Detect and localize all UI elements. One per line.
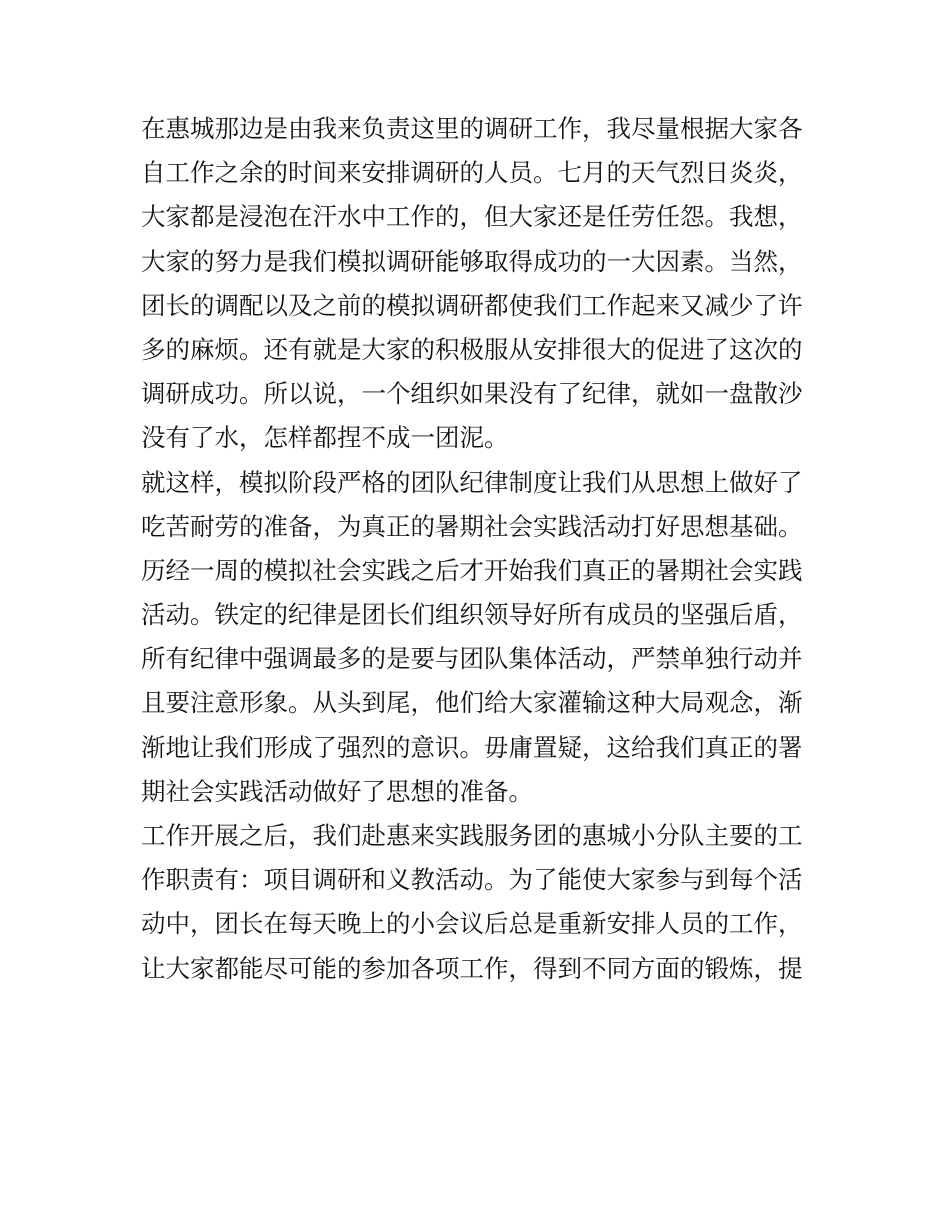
text-line: 大家都是浸泡在汗水中工作的，但大家还是任劳任怨。我想， — [141, 202, 803, 232]
paragraph — [141, 461, 821, 815]
text-line: 动中，团长在每天晚上的小会议后总是重新安排人员的工作， — [141, 909, 803, 939]
text-line: 且要注意形象。从头到尾，他们给大家灌输这种大局观念，渐 — [141, 688, 803, 718]
text-line: 没有了水，怎样都捏不成一团泥。 — [141, 423, 509, 453]
text-line: 所有纪律中强调最多的是要与团队集体活动，严禁单独行动并 — [141, 644, 803, 674]
body-text — [141, 107, 821, 991]
text-line: 期社会实践活动做好了思想的准备。 — [141, 776, 533, 806]
text-line: 渐地让我们形成了强烈的意识。毋庸置疑，这给我们真正的署 — [141, 732, 803, 762]
text-line: 团长的调配以及之前的模拟调研都使我们工作起来又减少了许 — [141, 290, 803, 320]
text-line: 让大家都能尽可能的参加各项工作，得到不同方面的锻炼，提 — [141, 953, 803, 983]
text-line: 作职责有：项目调研和义教活动。为了能使大家参与到每个活 — [141, 865, 803, 895]
paragraph — [141, 814, 821, 991]
text-line: 在惠城那边是由我来负责这里的调研工作，我尽量根据大家各 — [141, 114, 803, 143]
text-line: 大家的努力是我们模拟调研能够取得成功的一大因素。当然， — [141, 246, 803, 276]
text-line: 活动。铁定的纪律是团长们组织领导好所有成员的坚强后盾， — [141, 600, 803, 630]
paragraph — [141, 107, 821, 461]
text-line: 就这样，模拟阶段严格的团队纪律制度让我们从思想上做好了 — [141, 467, 803, 497]
text-line: 吃苦耐劳的准备，为真正的暑期社会实践活动打好思想基础。 — [141, 511, 803, 541]
text-line: 自工作之余的时间来安排调研的人员。七月的天气烈日炎炎， — [141, 158, 803, 188]
text-line: 历经一周的模拟社会实践之后才开始我们真正的暑期社会实践 — [141, 555, 803, 585]
text-line: 多的麻烦。还有就是大家的积极服从安排很大的促进了这次的 — [141, 334, 803, 364]
text-line: 工作开展之后，我们赴惠来实践服务团的惠城小分队主要的工 — [141, 821, 803, 850]
text-line: 调研成功。所以说，一个组织如果没有了纪律，就如一盘散沙 — [141, 379, 803, 409]
